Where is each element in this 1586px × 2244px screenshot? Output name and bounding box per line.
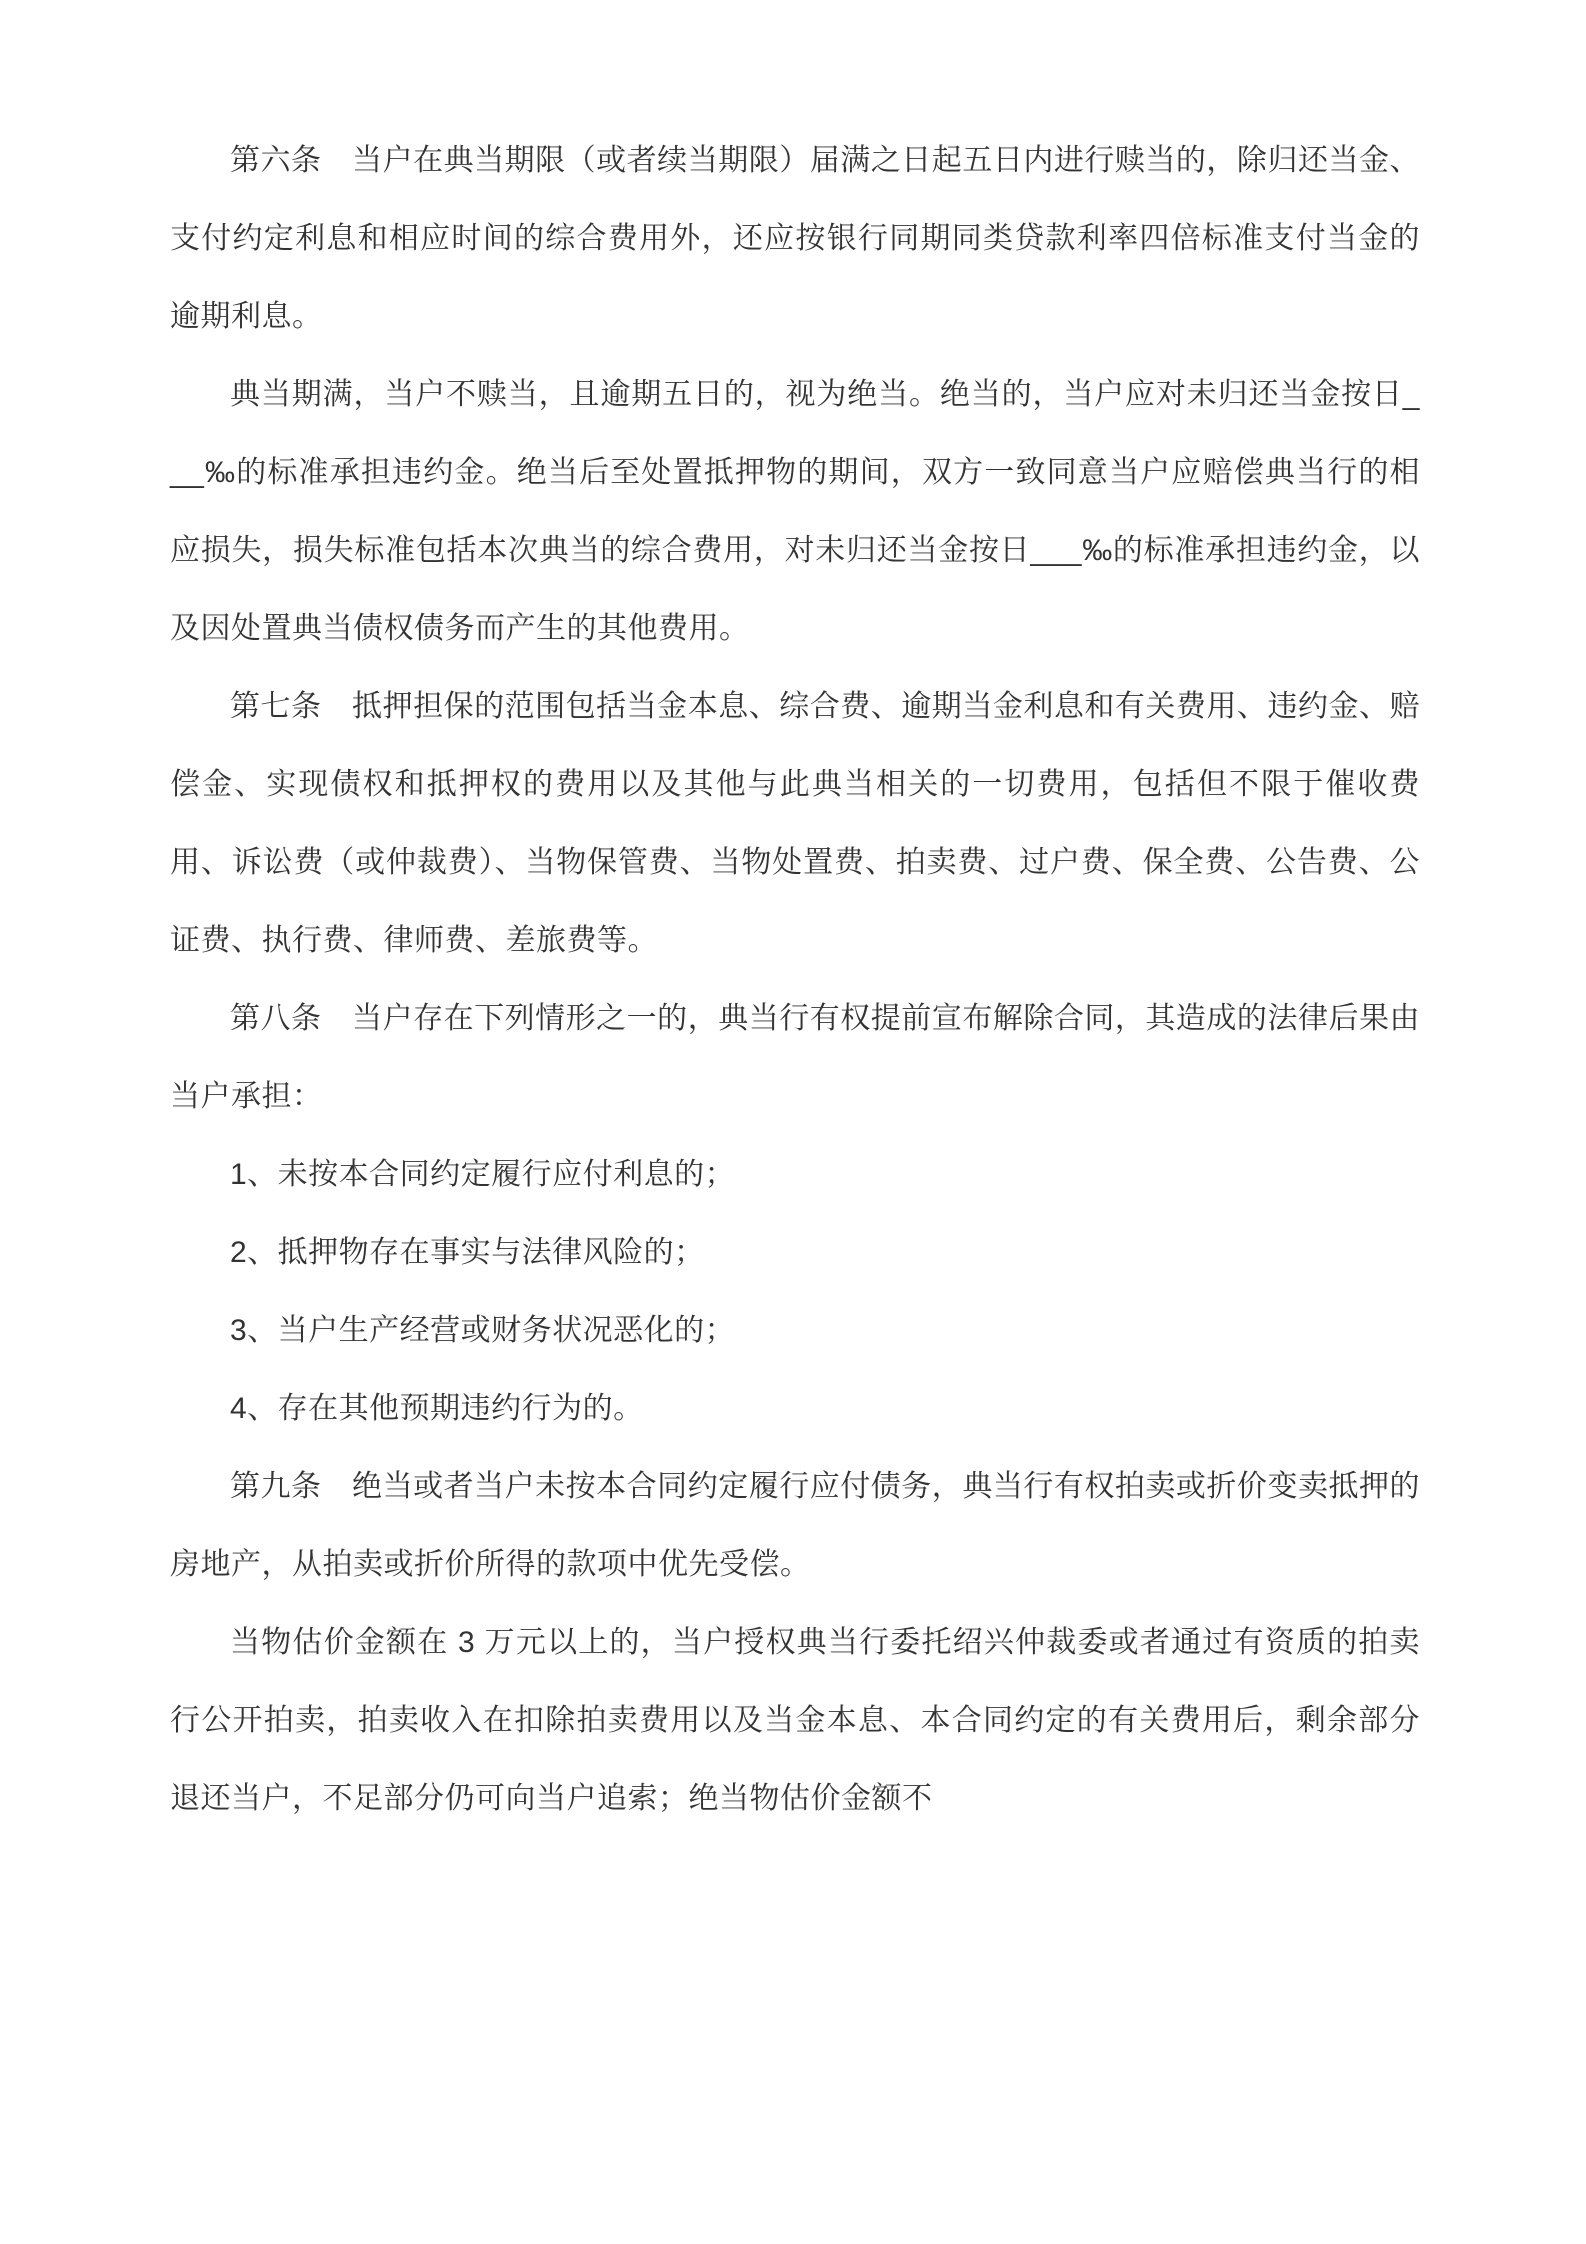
contract-body bbox=[170, 122, 1420, 1838]
list-item-1: 1、未按本合同约定履行应付利息的； bbox=[230, 1158, 736, 1191]
paragraph-auction-terms: 当物估价金额在 3 万元以上的，当户授权典当行委托绍兴仲裁委或者通过有资质的拍卖行公开拍卖，拍卖收入在扣除拍卖费用以及当金本息、本合同约定的有关费用后，剩余部分退还当户，不足部分仍可向当户追索；绝当物估价金额不 bbox=[170, 1626, 1420, 1815]
paragraph-article-7: 第七条 抵押担保的范围包括当金本息、综合费、逾期当金利息和有关费用、违约金、赔偿金、实现债权和抵押权的费用以及其他与此典当相关的一切费用，包括但不限于催收费用、诉讼费（或仲裁费）、当物保管费、当物处置费、拍卖费、过户费、保全费、公告费、公证费、执行费、律师费、差旅费等。 bbox=[170, 690, 1420, 957]
list-item-3: 3、当户生产经营或财务状况恶化的； bbox=[230, 1314, 736, 1347]
list-item-4: 4、存在其他预期违约行为的。 bbox=[230, 1392, 644, 1425]
paragraph-overdue-terms: 典当期满，当户不赎当，且逾期五日的，视为绝当。绝当的，当户应对未归还当金按日___‰的标准承担违约金。绝当后至处置抵押物的期间，双方一致同意当户应赔偿典当行的相应损失，损失标准包括本次典当的综合费用，对未归还当金按日___‰的标准承担违约金，以及因处置典当债权债务而产生的其他费用。 bbox=[170, 378, 1420, 645]
list-item-2: 2、抵押物存在事实与法律风险的； bbox=[230, 1236, 705, 1269]
paragraph-article-8: 第八条 当户存在下列情形之一的，典当行有权提前宣布解除合同，其造成的法律后果由当户承担： bbox=[170, 1002, 1420, 1113]
paragraph-article-9: 第九条 绝当或者当户未按本合同约定履行应付债务，典当行有权拍卖或折价变卖抵押的房地产，从拍卖或折价所得的款项中优先受偿。 bbox=[170, 1470, 1420, 1581]
paragraph-article-6: 第六条 当户在典当期限（或者续当期限）届满之日起五日内进行赎当的，除归还当金、支付约定利息和相应时间的综合费用外，还应按银行同期同类贷款利率四倍标准支付当金的逾期利息。 bbox=[170, 144, 1420, 333]
